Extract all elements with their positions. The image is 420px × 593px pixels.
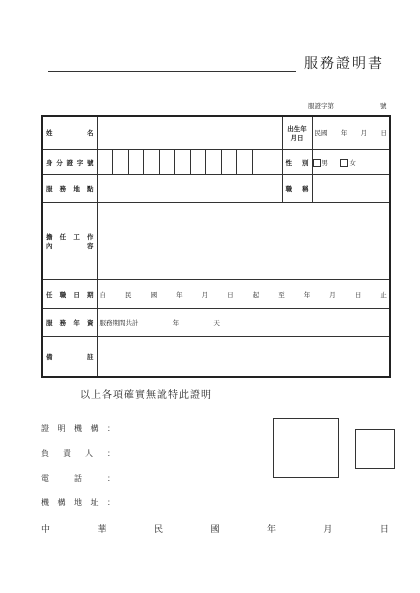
- female-checkbox[interactable]: [340, 159, 348, 167]
- id-digit-box[interactable]: [144, 150, 160, 174]
- certificate-form-table: [41, 115, 391, 378]
- name-field[interactable]: [97, 116, 282, 149]
- id-number-label: 身分證字號: [42, 149, 97, 174]
- issue-date-row: [41, 522, 389, 535]
- position-field[interactable]: [312, 175, 390, 203]
- tenure-label: 任職日期: [42, 280, 97, 308]
- tenure-token: 日: [227, 290, 234, 299]
- birth-day: 日: [380, 129, 387, 138]
- row-remarks: [42, 336, 390, 377]
- name-label: 姓名: [42, 116, 97, 149]
- service-years-label: 服務年資: [42, 308, 97, 336]
- issuer-org-label: 證明機構：: [41, 424, 115, 433]
- service-year-unit: 年: [172, 318, 180, 327]
- certificate-number-suffix: 號: [380, 102, 387, 110]
- gender-options: [312, 149, 390, 174]
- issuer-person-label: 負責人：: [41, 449, 115, 458]
- tenure-token: 止: [380, 290, 387, 299]
- id-digit-box[interactable]: [222, 150, 238, 174]
- id-digit-box[interactable]: [237, 150, 252, 174]
- row-id-gender: [42, 149, 390, 174]
- issuer-address-label: 機構地址：: [41, 498, 115, 507]
- row-service-years: [42, 308, 390, 336]
- issuer-address-row: [41, 497, 115, 508]
- female-label: 女: [349, 158, 356, 167]
- date-token: 中: [41, 525, 51, 535]
- tenure-token: 起: [252, 290, 260, 299]
- id-digit-box[interactable]: [98, 150, 114, 174]
- male-checkbox[interactable]: [313, 159, 321, 167]
- date-token: 日: [379, 525, 389, 535]
- id-number-boxes[interactable]: [97, 149, 252, 174]
- duties-label-left: 內: [46, 242, 53, 251]
- organization-seal-box[interactable]: [273, 418, 339, 478]
- id-digit-box[interactable]: [129, 150, 145, 174]
- tenure-token: 年: [176, 290, 183, 299]
- remarks-field[interactable]: [97, 336, 390, 377]
- issuer-phone-label: 電話：: [41, 474, 115, 483]
- duties-label-top: 擔任工作: [46, 233, 94, 242]
- position-label: 職稱: [282, 175, 312, 203]
- date-token: 國: [210, 525, 220, 535]
- tenure-token: 民: [125, 290, 132, 299]
- id-digit-box[interactable]: [160, 150, 176, 174]
- birth-field[interactable]: [312, 116, 390, 149]
- id-digit-box[interactable]: [113, 150, 129, 174]
- service-day-unit: 天: [213, 318, 220, 327]
- row-tenure: [42, 280, 390, 308]
- id-digit-box[interactable]: [206, 150, 222, 174]
- tenure-token: 至: [278, 290, 285, 299]
- duties-label-right: 容: [87, 242, 94, 251]
- issuer-person-row: [41, 448, 115, 459]
- tenure-token: 月: [201, 290, 209, 299]
- tenure-token: 國: [150, 290, 158, 299]
- date-token: 月: [323, 525, 333, 535]
- issuer-phone-row: [41, 473, 115, 484]
- date-token: 民: [153, 525, 163, 535]
- id-digit-box[interactable]: [191, 150, 207, 174]
- birth-year: 年: [340, 129, 348, 138]
- tenure-token: 月: [329, 290, 336, 299]
- issuer-org-row: [41, 423, 115, 434]
- certificate-number-prefix: 服證字第: [308, 102, 334, 110]
- tenure-token: 自: [99, 290, 106, 299]
- duties-field[interactable]: [97, 203, 390, 280]
- gender-label: 性別: [282, 149, 312, 174]
- remarks-label: 備註: [42, 336, 97, 377]
- workplace-field[interactable]: [97, 175, 282, 203]
- service-period-text: 服務期間共計: [99, 318, 139, 327]
- date-token: 華: [97, 525, 107, 535]
- page-title: 服務證明書: [304, 56, 384, 72]
- title-underline: [48, 71, 296, 72]
- workplace-label: 服務地點: [42, 175, 97, 203]
- duties-label: [42, 203, 97, 280]
- birth-month: 月: [360, 129, 368, 138]
- responsible-person-seal-box[interactable]: [355, 429, 395, 469]
- id-digit-box[interactable]: [175, 150, 191, 174]
- tenure-token: 日: [354, 290, 362, 299]
- tenure-token: 年: [303, 290, 311, 299]
- certification-statement: 以上各項確實無訛特此證明: [80, 390, 212, 401]
- birth-label: 出生年月日: [282, 116, 312, 149]
- row-name-birth: [42, 116, 390, 149]
- row-duties: [42, 203, 390, 280]
- service-years-field[interactable]: [97, 308, 390, 336]
- birth-era: 民國: [314, 129, 328, 138]
- spacer-cell: [252, 149, 282, 174]
- male-label: 男: [321, 158, 328, 167]
- date-token: 年: [266, 525, 276, 535]
- row-workplace-position: [42, 175, 390, 203]
- tenure-field[interactable]: [97, 280, 390, 308]
